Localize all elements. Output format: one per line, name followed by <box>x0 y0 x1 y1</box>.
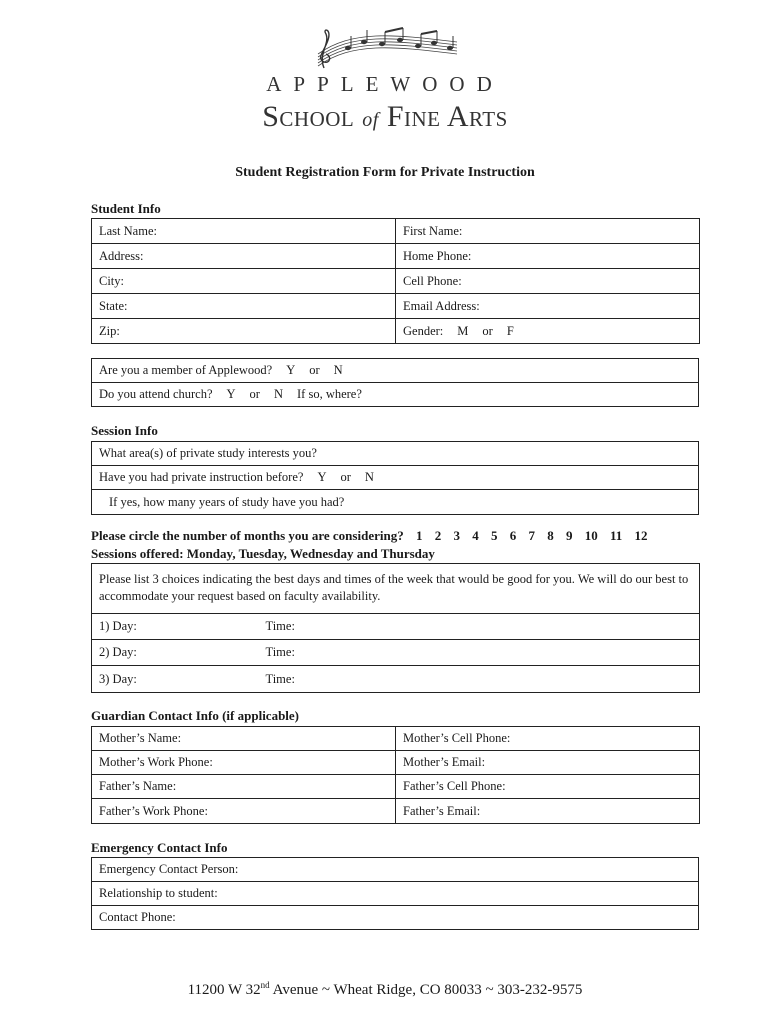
month-option[interactable]: 6 <box>509 528 517 543</box>
member-y-option[interactable]: Y <box>286 363 296 377</box>
gender-field[interactable] <box>396 319 700 344</box>
mothers-cell-phone-field[interactable]: Mother’s Cell Phone: <box>396 727 700 751</box>
prior-instruction-question[interactable] <box>92 466 699 490</box>
choice-2-time-field[interactable]: Time: <box>259 640 700 666</box>
relationship-field[interactable]: Relationship to student: <box>92 882 699 906</box>
student-info-table <box>91 218 700 344</box>
member-question-label: Are you a member of Applewood? <box>99 363 273 377</box>
city-field[interactable]: City: <box>92 269 396 294</box>
years-study-field[interactable]: If yes, how many years of study have you had? <box>92 490 699 515</box>
member-or: or <box>309 363 320 377</box>
guardian-table <box>91 726 700 824</box>
email-address-field[interactable]: Email Address: <box>396 294 700 319</box>
footer-address-post: Avenue ~ Wheat Ridge, CO 80033 ~ 303-232-9575 <box>269 982 583 998</box>
month-option[interactable]: 8 <box>547 528 554 543</box>
home-phone-field[interactable]: Home Phone: <box>396 244 700 269</box>
address-field[interactable]: Address: <box>92 244 396 269</box>
church-or: or <box>249 387 260 401</box>
prior-n-option[interactable]: N <box>364 470 374 484</box>
prior-instruction-label: Have you had private instruction before? <box>99 470 304 484</box>
choice-1-time-field[interactable]: Time: <box>259 614 700 640</box>
schedule-instructions: Please list 3 choices indicating the best days and times of the week that would be good for you. We will do our best to accommodate your request based on faculty availability. <box>92 564 700 614</box>
mothers-work-phone-field[interactable]: Mother’s Work Phone: <box>92 751 396 775</box>
emergency-heading: Emergency Contact Info <box>91 840 228 855</box>
guardian-heading: Guardian Contact Info (if applicable) <box>91 708 300 723</box>
fathers-name-field[interactable]: Father’s Name: <box>92 775 396 799</box>
choice-1-day-field[interactable]: 1) Day: <box>92 614 259 640</box>
member-question[interactable] <box>92 359 699 383</box>
zip-field[interactable]: Zip: <box>92 319 396 344</box>
study-area-field[interactable]: What area(s) of private study interests you? <box>92 442 699 466</box>
month-option[interactable]: 2 <box>434 528 442 543</box>
month-option[interactable]: 11 <box>609 528 623 543</box>
church-question[interactable] <box>92 383 699 407</box>
sessions-offered: Sessions offered: Monday, Tuesday, Wednesday and Thursday <box>91 546 435 561</box>
church-where-label: If so, where? <box>297 387 362 401</box>
student-info-heading: Student Info <box>91 201 161 216</box>
state-field[interactable]: State: <box>92 294 396 319</box>
emergency-table <box>91 857 699 930</box>
prior-y-option[interactable]: Y <box>317 470 327 484</box>
gender-label: Gender: <box>403 323 444 338</box>
brand-name-line2 <box>0 100 770 134</box>
gender-or: or <box>482 323 493 338</box>
footer-address-sup: nd <box>260 980 270 990</box>
months-prompt-row <box>91 528 648 544</box>
months-prompt: Please circle the number of months you are considering? <box>91 528 404 543</box>
choice-2-day-field[interactable]: 2) Day: <box>92 640 259 666</box>
month-option[interactable]: 1 <box>415 528 423 543</box>
church-question-label: Do you attend church? <box>99 387 213 401</box>
contact-phone-field[interactable]: Contact Phone: <box>92 906 699 930</box>
fathers-cell-phone-field[interactable]: Father’s Cell Phone: <box>396 775 700 799</box>
choice-3-time-field[interactable]: Time: <box>259 666 700 693</box>
month-option[interactable]: 5 <box>490 528 498 543</box>
session-info-heading: Session Info <box>91 423 158 438</box>
first-name-field[interactable]: First Name: <box>396 219 700 244</box>
fathers-work-phone-field[interactable]: Father’s Work Phone: <box>92 799 396 824</box>
brand-fine-arts: Fine Arts <box>386 100 508 133</box>
choice-3-day-field[interactable]: 3) Day: <box>92 666 259 693</box>
mothers-name-field[interactable]: Mother’s Name: <box>92 727 396 751</box>
session-info-table <box>91 441 699 515</box>
month-option[interactable]: 12 <box>634 528 648 543</box>
prior-or: or <box>340 470 351 484</box>
last-name-field[interactable]: Last Name: <box>92 219 396 244</box>
month-option[interactable]: 9 <box>565 528 573 543</box>
cell-phone-field[interactable]: Cell Phone: <box>396 269 700 294</box>
music-notes-logo-graphic <box>312 24 462 70</box>
form-title: Student Registration Form for Private Instruction <box>235 165 535 180</box>
emergency-contact-person-field[interactable]: Emergency Contact Person: <box>92 858 699 882</box>
footer-address-pre: 11200 W 32 <box>187 982 261 998</box>
church-y-option[interactable]: Y <box>226 387 236 401</box>
brand-of: of <box>362 109 379 131</box>
mothers-email-field[interactable]: Mother’s Email: <box>396 751 700 775</box>
month-option[interactable]: 4 <box>472 528 479 543</box>
month-option[interactable]: 7 <box>528 528 535 543</box>
membership-table <box>91 358 699 407</box>
fathers-email-field[interactable]: Father’s Email: <box>396 799 700 824</box>
schedule-choices-table <box>91 563 700 693</box>
brand-school: School <box>262 100 355 133</box>
month-option[interactable]: 10 <box>584 528 598 543</box>
church-n-option[interactable]: N <box>273 387 283 401</box>
brand-name-line1: APPLEWOOD <box>266 72 504 96</box>
month-option[interactable]: 3 <box>453 528 460 543</box>
gender-f-option[interactable]: F <box>506 323 514 338</box>
member-n-option[interactable]: N <box>333 363 343 377</box>
footer-address <box>0 980 770 999</box>
gender-m-option[interactable]: M <box>457 323 469 338</box>
